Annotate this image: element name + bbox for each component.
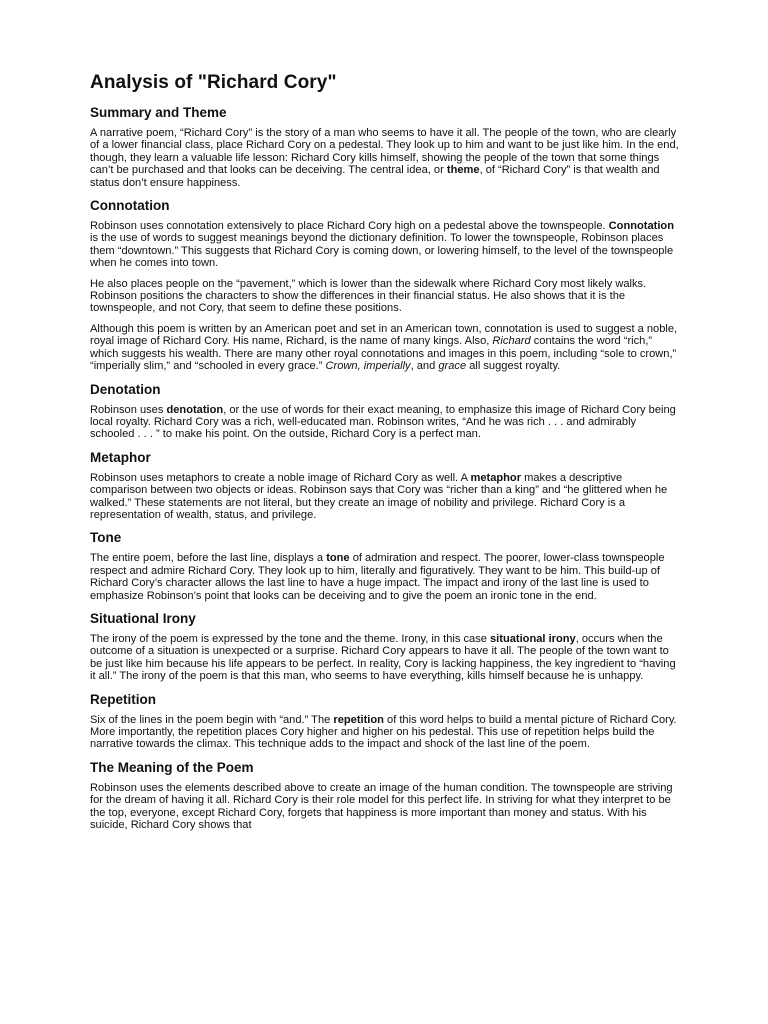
bold-term: denotation bbox=[166, 403, 224, 416]
text-run: of admiration and respect. The poorer, lower-class townspeople respect and admire Richard Cory. They look up to him, literally and figuratively. They want to be him. This build-up of Richard Cory’s character allows the last line to have a huge impact. The impact and irony of the last line is used to emphasize Robinson’s point that looks can be deceiving and to give the poem an ironic tone in the end. bbox=[90, 552, 665, 602]
paragraph bbox=[90, 472, 680, 522]
text-run: , or the use of words for their exact meaning, to emphasize this image of Richard Cory being local royalty. Richard Cory was a rich, well-educated man. Robinson writes, “And he was rich . . . and admirably schooled . . . ” to make his point. On the outside, Richard Cory is a perfect man. bbox=[90, 403, 676, 441]
section bbox=[90, 381, 680, 441]
bold-term: tone bbox=[326, 552, 350, 565]
section-heading: Denotation bbox=[90, 381, 161, 397]
section bbox=[90, 104, 680, 189]
paragraph bbox=[90, 127, 680, 189]
text-run: Six of the lines in the poem begin with “and.” The bbox=[90, 713, 334, 726]
section bbox=[90, 691, 680, 751]
text-run: is the use of words to suggest meanings beyond the dictionary definition. To lower the townspeople, Robinson places them “downtown.” This suggests that Richard Cory is coming down, or lowering himself, to the level of the townspeople when he comes into town. bbox=[90, 232, 674, 270]
section-heading: Metaphor bbox=[90, 449, 151, 465]
text-run: makes a descriptive comparison between two objects or ideas. Robinson says that Cory was “richer than a king” and “he glittered when he walked.” These statements are not literal, but they create an image of nobility and privilege. Richard Cory is a representation of wealth, status, and privilege. bbox=[90, 471, 668, 521]
text-run: , of “Richard Cory” is that wealth and status don’t ensure happiness. bbox=[90, 164, 660, 189]
text-run: The irony of the poem is expressed by the tone and the theme. Irony, in this case bbox=[90, 632, 491, 645]
section bbox=[90, 449, 680, 522]
text-run: He also places people on the “pavement,” which is lower than the sidewalk where Richard Cory most likely walks. Robinson positions the characters to show the differences in their financial status. He also shows that it is the townspeople, and not Cory, that seem to define these positions. bbox=[90, 277, 647, 315]
section bbox=[90, 197, 680, 372]
text-run: all suggest royalty. bbox=[466, 360, 561, 373]
bold-term: theme bbox=[446, 164, 480, 177]
paragraph bbox=[90, 323, 680, 373]
text-run: Robinson uses the elements described above to create an image of the human condition. The townspeople are striving for the dream of having it all. Richard Cory is their role model for this perfect life. In striving for what they interpret to be the top, everyone, except Richard Cory, forgets that happiness is more important than money and status. With his suicide, Richard Cory shows that bbox=[90, 781, 673, 832]
italic-text: grace bbox=[438, 360, 467, 373]
italic-text: Richard bbox=[492, 335, 531, 348]
bold-term: repetition bbox=[333, 713, 384, 726]
section bbox=[90, 759, 680, 832]
bold-term: situational irony bbox=[490, 632, 576, 645]
section bbox=[90, 610, 680, 683]
text-run: , and bbox=[410, 360, 439, 373]
paragraph bbox=[90, 404, 680, 441]
document-page bbox=[90, 70, 680, 839]
paragraph bbox=[90, 552, 680, 602]
text-run: Although this poem is written by an American poet and set in an American town, connotation is used to suggest a noble, royal image of Richard Cory. His name, Richard, is the name of many kings. Also, bbox=[90, 322, 678, 348]
text-run: The entire poem, before the last line, displays a bbox=[90, 552, 327, 565]
bold-term: metaphor bbox=[470, 471, 522, 484]
document-body bbox=[90, 104, 680, 831]
paragraph bbox=[90, 633, 680, 683]
paragraph bbox=[90, 278, 680, 315]
paragraph bbox=[90, 782, 680, 832]
section bbox=[90, 529, 680, 602]
text-run: , occurs when the outcome of a situation is unexpected or a surprise. Richard Cory appears to have it all. The people of the town want to be just like him because his life appears to be perfect. In reality, Cory is lacking happiness, the key ingredient to “having it all.” The irony of the poem is that this man, who seems to have everything, kills himself because he is unhappy. bbox=[90, 632, 676, 683]
section-heading: Summary and Theme bbox=[90, 105, 227, 120]
document-title: Analysis of "Richard Cory" bbox=[90, 72, 337, 93]
text-run: of this word helps to build a mental picture of Richard Cory. More importantly, the repetition places Cory higher and higher on his pedestal. This use of repetition helps build the narrative towards the climax. This technique adds to the impact and shock of the last line of the poem. bbox=[90, 713, 677, 751]
section-heading: Situational Irony bbox=[90, 610, 196, 626]
bold-term: Connotation bbox=[608, 220, 674, 233]
paragraph bbox=[90, 714, 680, 751]
text-run: Robinson uses metaphors to create a noble image of Richard Cory as well. A bbox=[90, 471, 471, 484]
text-run: contains the word “rich,” which suggests his wealth. There are many other royal connotations and images in this poem, including “sole to crown,” “imperially slim,” and “schooled in every grace.” bbox=[90, 335, 677, 373]
text-run: Robinson uses bbox=[90, 403, 167, 416]
section-heading: The Meaning of the Poem bbox=[90, 759, 254, 775]
paragraph bbox=[90, 220, 680, 270]
section-heading: Tone bbox=[90, 530, 122, 546]
text-run: A narrative poem, “Richard Cory” is the story of a man who seems to have it all. The people of the town, who are clearly of a lower financial class, place Richard Cory on a pedestal. They look up to him and want to be just like him. In the end, though, they learn a valuable life lesson: Richard Cory kills himself, showing the people of the town that some things can’t be purchased and that looks can be deceiving. The central idea, or bbox=[90, 127, 679, 177]
italic-text: Crown, imperially bbox=[325, 360, 411, 373]
section-heading: Connotation bbox=[90, 198, 170, 214]
section-heading: Repetition bbox=[90, 691, 156, 707]
text-run: Robinson uses connotation extensively to place Richard Cory high on a pedestal above the townspeople. bbox=[90, 220, 609, 233]
